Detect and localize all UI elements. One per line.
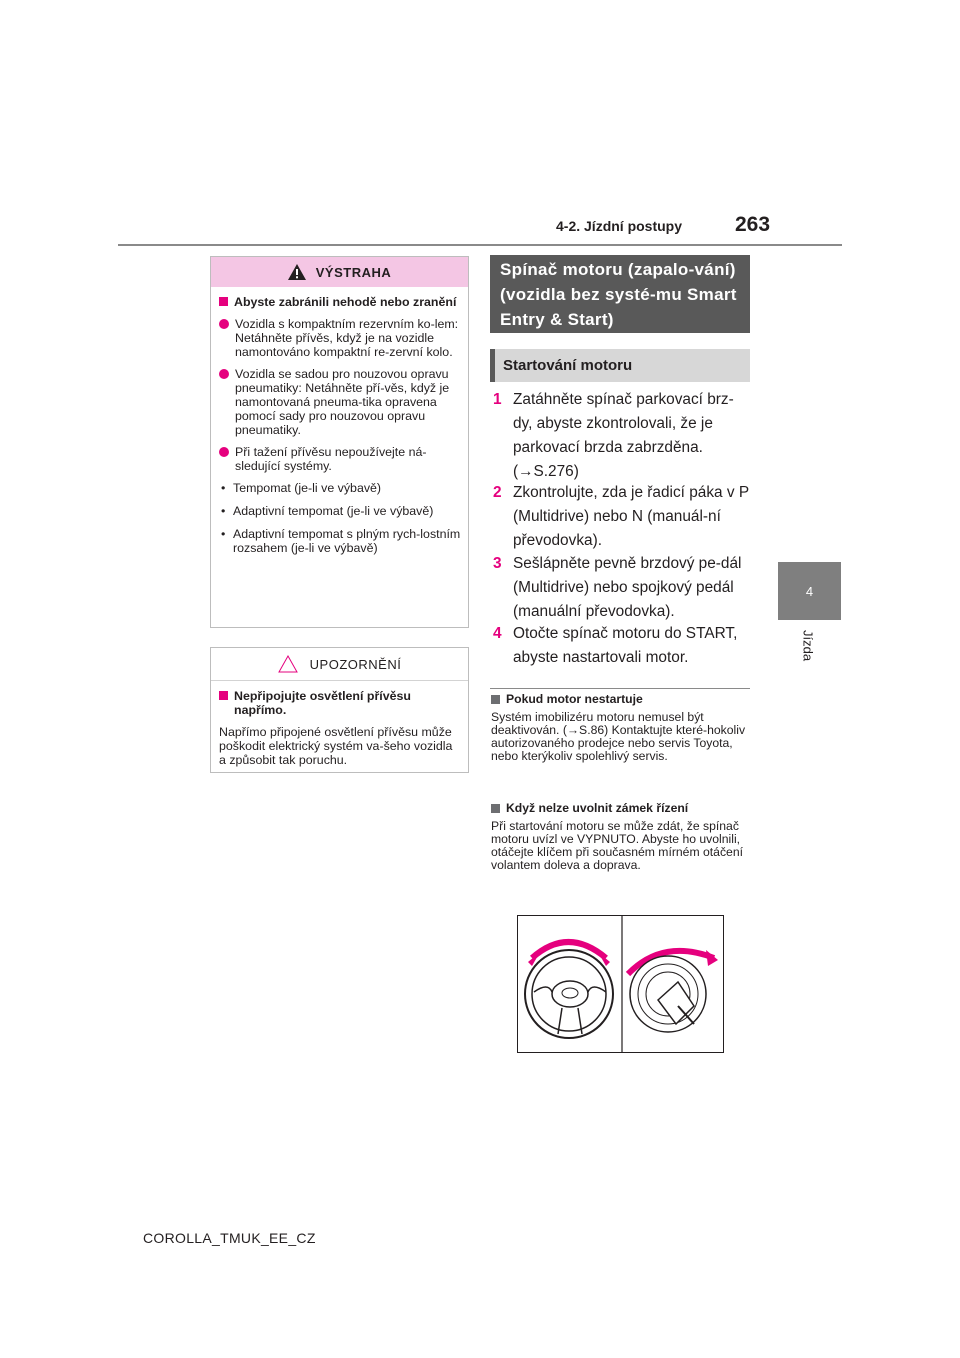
warning-sub-item — [219, 527, 462, 555]
header-divider — [118, 244, 842, 246]
round-bullet-icon — [219, 319, 229, 329]
warning-sub-item-text: Adaptivní tempomat s plným rych-lostním rozsahem (je-li ve výbavě) — [233, 527, 461, 555]
warning-heading — [219, 295, 462, 309]
small-bullet-icon: • — [221, 527, 226, 541]
small-bullet-icon: • — [221, 481, 226, 495]
caution-title: UPOZORNĚNÍ — [309, 656, 402, 672]
warning-bullet-text: Při tažení přívěsu nepoužívejte ná-sledující systémy. — [235, 445, 427, 473]
caution-triangle-icon — [278, 655, 298, 673]
step-item — [493, 622, 751, 670]
note-text: Při startování motoru se může zdát, že spínač motoru uvízl ve VYPNUTO. Abyste ho uvolnili, otáčejte klíčem při současném mírném otáčení volantem doleva a doprava. — [491, 819, 743, 872]
warning-sub-item-text: Adaptivní tempomat (je-li ve výbavě) — [233, 504, 434, 518]
caution-text: Napřímo připojené osvětlení přívěsu může poškodit elektrický systém va-šeho vozidla a způsobit tak poruchu. — [219, 725, 453, 767]
step-text: Zkontrolujte, zda je řadicí páka v P (Multidrive) nebo N (manuál-ní převodovka). — [513, 484, 749, 549]
square-bullet-icon — [491, 695, 500, 704]
round-bullet-icon — [219, 369, 229, 379]
round-bullet-icon — [219, 447, 229, 457]
document-code: COROLLA_TMUK_EE_CZ — [143, 1230, 316, 1246]
note-text: Systém imobilizéru motoru nemusel být deaktivován. (→S.86) Kontaktujte které-hokoliv autorizovaného prodejce nebo servis Toyota, nebo kterýkoliv spolehlivý servis. — [491, 710, 746, 763]
step-number: 3 — [493, 555, 502, 572]
steering-key-illustration — [517, 915, 724, 1053]
chapter-label: Jízda — [800, 630, 816, 662]
page-number: 263 — [735, 213, 771, 236]
ignition-key-icon — [628, 950, 718, 1032]
warning-title: VÝSTRAHA — [315, 264, 392, 280]
small-bullet-icon: • — [221, 504, 226, 518]
warning-bullet — [219, 317, 462, 359]
caution-heading-text: Nepřipojujte osvětlení přívěsu napřímo. — [234, 689, 411, 717]
step-item — [493, 481, 751, 553]
square-bullet-icon — [219, 297, 228, 306]
warning-heading-text: Abyste zabránili nehodě nebo zranění — [234, 295, 457, 309]
caution-header — [211, 648, 468, 681]
chapter-tab[interactable] — [778, 562, 841, 620]
warning-bullet — [219, 445, 462, 473]
step-number: 2 — [493, 484, 502, 501]
warning-box — [210, 256, 469, 628]
square-bullet-icon — [491, 804, 500, 813]
caution-heading — [219, 689, 462, 717]
step-text: Sešlápněte pevně brzdový pe-dál (Multidrive) nebo spojkový pedál (manuální převodovka). — [513, 555, 742, 620]
step-item — [493, 552, 751, 624]
notes-divider — [490, 688, 750, 689]
page-title: Spínač motoru (zapalo-vání) (vozidla bez systé-mu Smart Entry & Start) — [490, 255, 750, 333]
section-subtitle: Startování motoru — [490, 349, 750, 382]
note-block — [491, 693, 753, 763]
warning-sub-item — [219, 481, 462, 495]
warning-bullet — [219, 367, 462, 437]
step-item — [493, 388, 751, 484]
caution-box — [210, 647, 469, 773]
section-title: 4-2. Jízdní postupy — [556, 218, 683, 234]
note-heading: Pokud motor nestartuje — [506, 692, 643, 706]
warning-bullet-text: Vozidla s kompaktním rezervním ko-lem: Netáhněte přívěs, když je na vozidle namontováno kompaktní re-zervní kolo. — [235, 317, 459, 359]
chapter-number: 4 — [805, 583, 814, 599]
illustration-graphic — [518, 916, 723, 1052]
step-number: 4 — [493, 625, 502, 642]
warning-bullet-text: Vozidla se sadou pro nouzovou opravu pneumatiky: Netáhněte pří-věs, když je namontovaná pneuma-tika opravena pomocí sady pro nouzovou opravu pneumatiky. — [235, 367, 450, 437]
step-text: Otočte spínač motoru do START, abyste nastartovali motor. — [513, 625, 738, 666]
steering-wheel-icon — [525, 942, 613, 1038]
step-text: Zatáhněte spínač parkovací brz-dy, abyste zkontrolovali, že je parkovací brzda zabrzděna. (→S.276) — [513, 391, 734, 480]
note-block — [491, 802, 753, 872]
warning-sub-item-text: Tempomat (je-li ve výbavě) — [233, 481, 382, 495]
step-number: 1 — [493, 391, 502, 408]
warning-sub-item — [219, 504, 462, 518]
square-bullet-icon — [219, 691, 228, 700]
note-heading: Když nelze uvolnit zámek řízení — [506, 801, 689, 815]
warning-triangle-icon — [288, 264, 306, 280]
warning-header — [211, 257, 468, 287]
